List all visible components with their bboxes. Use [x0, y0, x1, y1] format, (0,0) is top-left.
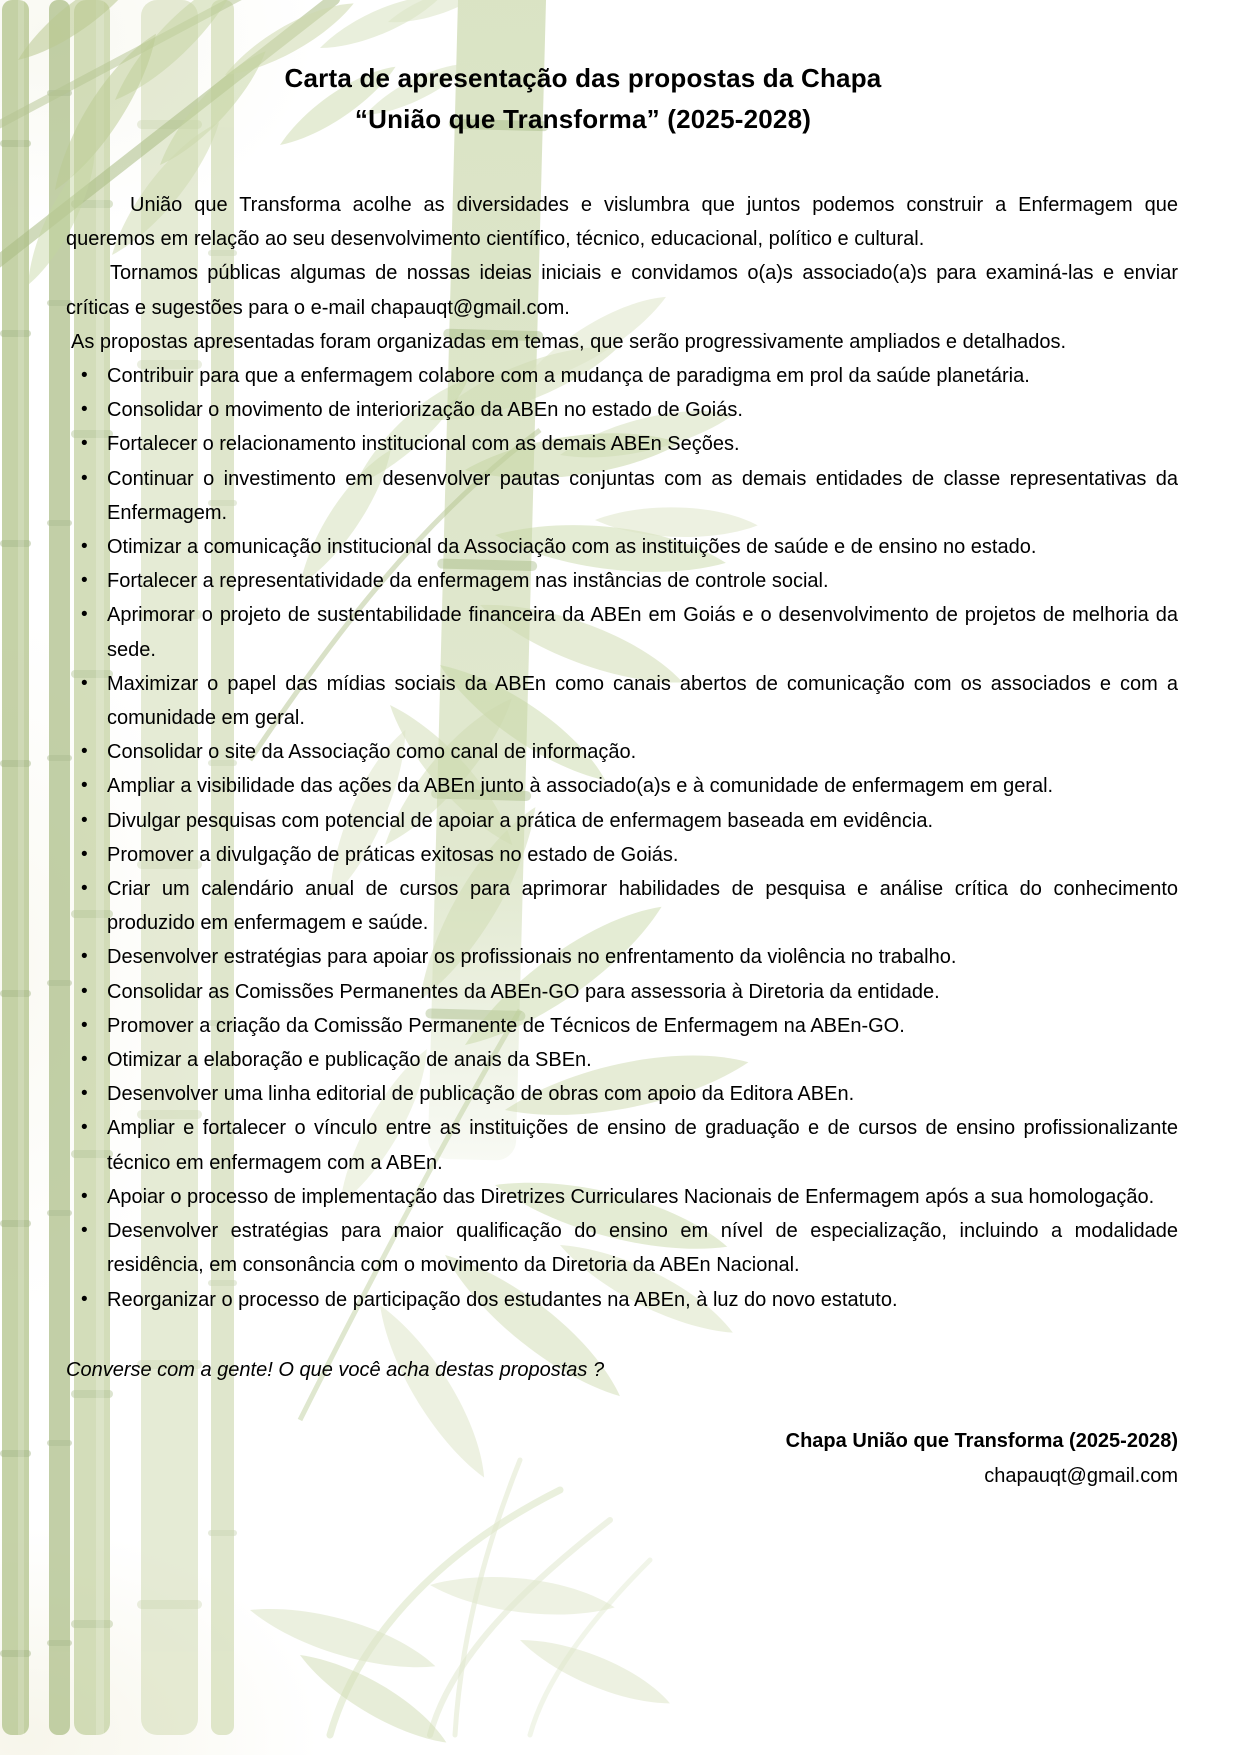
proposal-item: • Ampliar a visibilidade das ações da ABEn junto à associado(a)s e à comunidade de enfermagem em geral.	[66, 769, 1178, 803]
intro-paragraph-2: Tornamos públicas algumas de nossas ideias iniciais e convidamos o(a)s associado(a)s para examiná-las e enviar críticas e sugestões para o e-mail chapauqt@gmail.com.	[66, 262, 1178, 319]
proposal-item: • Aprimorar o projeto de sustentabilidade financeira da ABEn em Goiás e o desenvolvimento de projetos de melhoria da sede.	[66, 598, 1178, 666]
proposal-item: • Ampliar e fortalecer o vínculo entre as instituições de ensino de graduação e de cursos de ensino profissionalizante técnico em enfermagem com a ABEn.	[66, 1111, 1178, 1179]
proposal-item: • Maximizar o papel das mídias sociais da ABEn como canais abertos de comunicação com os associados e com a comunidade em geral.	[66, 667, 1178, 735]
title-line-1: Carta de apresentação das propostas da Chapa	[284, 63, 882, 93]
proposal-item: • Desenvolver uma linha editorial de publicação de obras com apoio da Editora ABEn.	[66, 1077, 1178, 1111]
proposal-item: • Fortalecer o relacionamento institucional com as demais ABEn Seções.	[66, 427, 1178, 461]
proposal-item: • Contribuir para que a enfermagem colabore com a mudança de paradigma em prol da saúde planetária.	[66, 359, 1178, 393]
proposal-item: • Apoiar o processo de implementação das Diretrizes Curriculares Nacionais de Enfermagem após a sua homologação.	[66, 1180, 1178, 1214]
proposal-list	[66, 359, 1178, 1317]
signature-block	[66, 1424, 1178, 1494]
proposal-item: • Promover a criação da Comissão Permanente de Técnicos de Enfermagem na ABEn-GO.	[66, 1009, 1178, 1043]
proposal-item: • Otimizar a comunicação institucional da Associação com as instituições de saúde e de ensino no estado.	[66, 530, 1178, 564]
proposal-item: • Promover a divulgação de práticas exitosas no estado de Goiás.	[66, 838, 1178, 872]
proposal-item: • Desenvolver estratégias para apoiar os profissionais no enfrentamento da violência no trabalho.	[66, 940, 1178, 974]
signature-email: chapauqt@gmail.com	[984, 1464, 1178, 1487]
proposal-item: • Divulgar pesquisas com potencial de apoiar a prática de enfermagem baseada em evidência.	[66, 804, 1178, 838]
proposal-item: • Desenvolver estratégias para maior qualificação do ensino em nível de especialização, incluindo a modalidade residência, em consonância com o movimento da Diretoria da ABEn Nacional.	[66, 1214, 1178, 1282]
bamboo-grass-bottom	[245, 1460, 675, 1755]
proposal-item: • Consolidar o movimento de interiorização da ABEn no estado de Goiás.	[66, 393, 1178, 427]
proposal-item: • Otimizar a elaboração e publicação de anais da SBEn.	[66, 1043, 1178, 1077]
title-line-2: “União que Transforma” (2025-2028)	[354, 104, 812, 134]
intro-paragraph-1: União que Transforma acolhe as diversidades e vislumbra que juntos podemos construir a Enfermagem que queremos em relação ao seu desenvolvimento científico, técnico, educacional, político e cultural.	[66, 194, 1178, 251]
proposal-item: • Criar um calendário anual de cursos para aprimorar habilidades de pesquisa e análise crítica do conhecimento produzido em enfermagem e saúde.	[66, 872, 1178, 940]
signature-name: Chapa União que Transforma (2025-2028)	[785, 1429, 1178, 1452]
proposal-item: • Fortalecer a representatividade da enfermagem nas instâncias de controle social.	[66, 564, 1178, 598]
proposal-item: • Continuar o investimento em desenvolver pautas conjuntas com as demais entidades de classe representativas da Enfermagem.	[66, 462, 1178, 530]
proposal-item: • Consolidar o site da Associação como canal de informação.	[66, 735, 1178, 769]
proposal-item: • Consolidar as Comissões Permanentes da ABEn-GO para assessoria à Diretoria da entidade.	[66, 975, 1178, 1009]
closing-question: Converse com a gente! O que você acha destas propostas ?	[66, 1358, 605, 1381]
proposal-item: • Reorganizar o processo de participação dos estudantes na ABEn, à luz do novo estatuto.	[66, 1283, 1178, 1317]
intro-paragraph-3: As propostas apresentadas foram organizadas em temas, que serão progressivamente ampliados e detalhados.	[71, 330, 1067, 353]
page-title	[66, 58, 1178, 140]
